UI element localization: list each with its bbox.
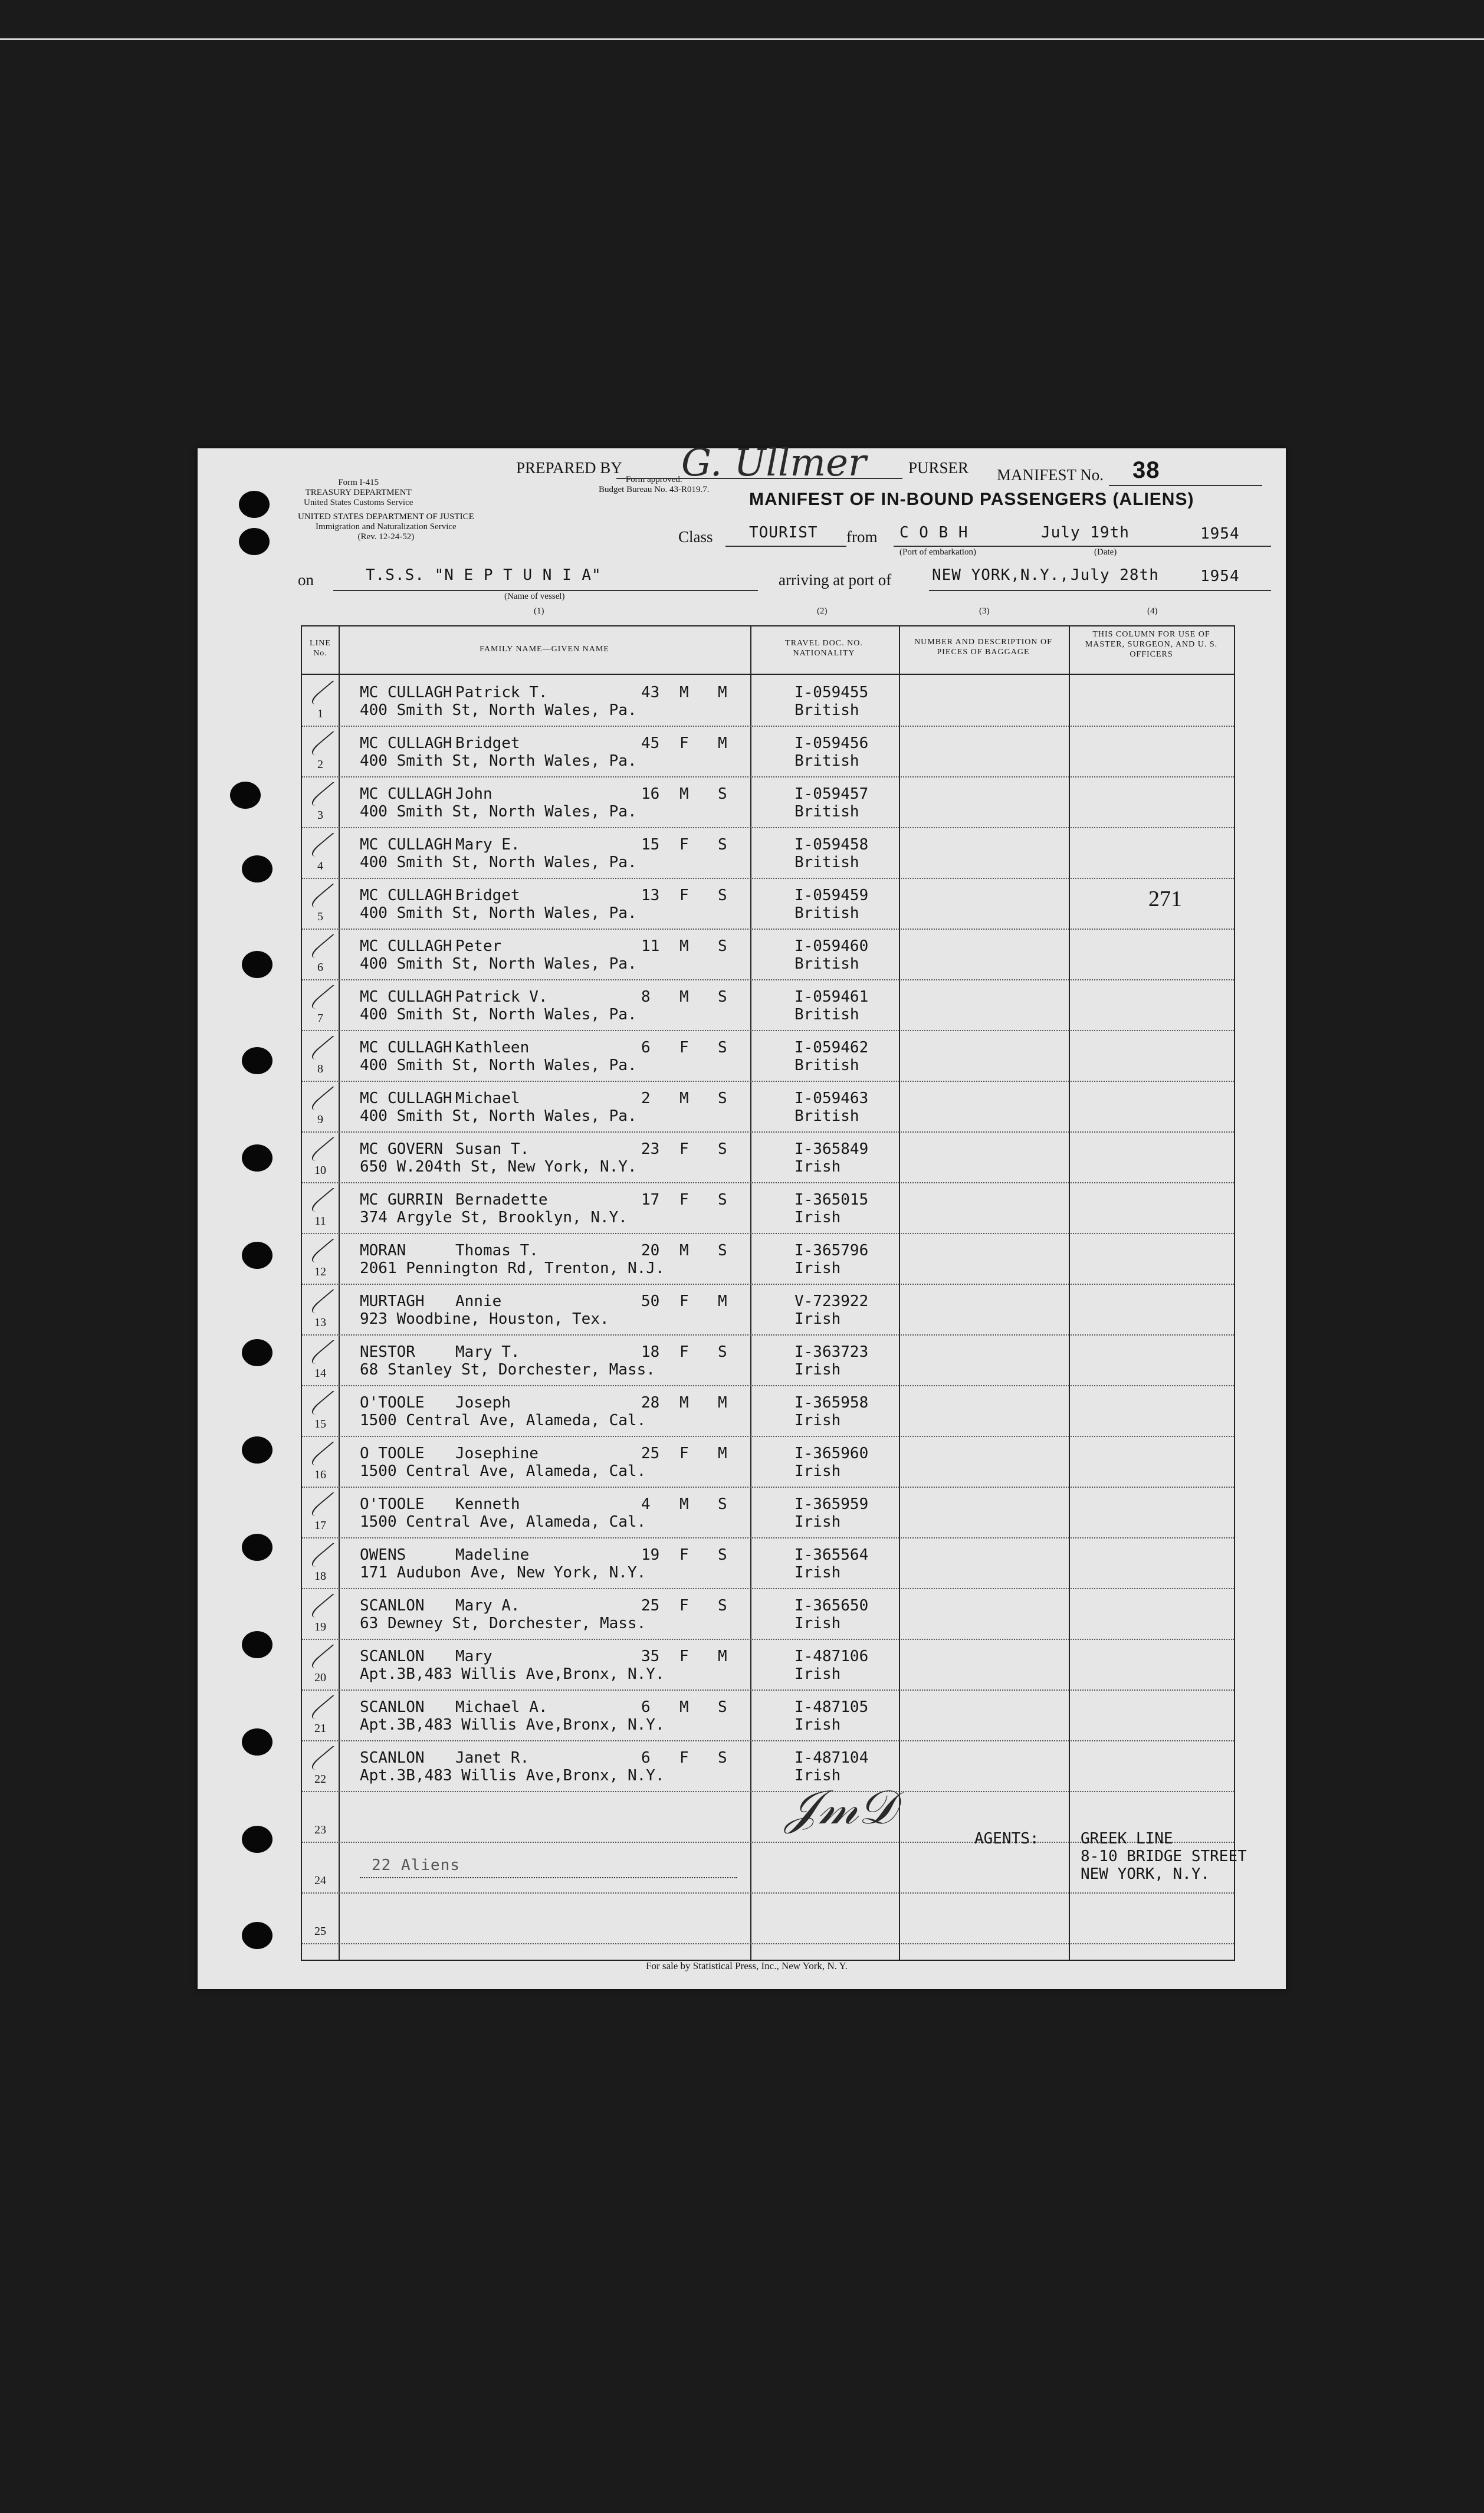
marital-status: S [718, 1698, 727, 1716]
family-name: SCANLON [360, 1648, 425, 1665]
nationality: Irish [794, 1209, 841, 1226]
age: 17 [641, 1191, 660, 1209]
sex: F [679, 1648, 689, 1665]
given-name: John [455, 785, 493, 803]
marital-status: S [718, 937, 727, 955]
purser-label: PURSER [908, 459, 969, 477]
vessel-name: T.S.S. "N E P T U N I A" [366, 566, 602, 584]
marital-status: S [718, 1191, 727, 1209]
binder-hole [242, 1242, 272, 1269]
age: 18 [641, 1343, 660, 1361]
marital-status: S [718, 1495, 727, 1513]
line-number: 21 [314, 1722, 326, 1735]
address: 400 Smith St, North Wales, Pa. [360, 955, 637, 973]
marital-status: S [718, 1343, 727, 1361]
sex: M [679, 1242, 689, 1259]
given-name: Patrick T. [455, 684, 548, 701]
line-number: 19 [314, 1620, 326, 1633]
table-row [302, 1385, 1234, 1437]
address: 400 Smith St, North Wales, Pa. [360, 1057, 637, 1074]
manifest-page [198, 441, 1286, 1989]
marital-status: S [718, 785, 727, 803]
sex: M [679, 785, 689, 803]
line-number: 15 [314, 1418, 326, 1431]
binder-hole [242, 1922, 272, 1949]
age: 6 [641, 1039, 651, 1057]
binder-hole [242, 1728, 272, 1756]
sex: M [679, 684, 689, 701]
manifest-no-label: MANIFEST No. [997, 466, 1104, 484]
binder-hole [239, 491, 270, 518]
age: 45 [641, 734, 660, 752]
sex: F [679, 836, 689, 854]
nationality: Irish [794, 1615, 841, 1632]
address: Apt.3B,483 Willis Ave,Bronx, N.Y. [360, 1767, 665, 1784]
given-name: Patrick V. [455, 988, 548, 1006]
family-name: NESTOR [360, 1343, 415, 1361]
nationality: Irish [794, 1259, 841, 1277]
sex: M [679, 1495, 689, 1513]
travel-doc-number: I-365960 [794, 1445, 869, 1462]
scan-border-line [0, 38, 1484, 40]
col-header-line: LINE No. [310, 639, 331, 658]
travel-doc-number: I-487104 [794, 1749, 869, 1767]
purser-signature: G. Ullmer [681, 441, 866, 485]
line-number: 17 [314, 1519, 326, 1532]
family-name: MURTAGH [360, 1292, 425, 1310]
marital-status: M [718, 1648, 727, 1665]
marital-status: M [718, 1292, 727, 1310]
travel-doc-number: I-059460 [794, 937, 869, 955]
marital-status: S [718, 1090, 727, 1107]
line-number: 24 [314, 1874, 326, 1887]
nationality: British [794, 1107, 859, 1125]
address: 1500 Central Ave, Alameda, Cal. [360, 1462, 646, 1480]
given-name: Susan T. [455, 1140, 530, 1158]
address: 400 Smith St, North Wales, Pa. [360, 752, 637, 770]
sex: F [679, 1546, 689, 1564]
line-number: 23 [314, 1823, 326, 1836]
travel-doc-number: I-059455 [794, 684, 869, 701]
family-name: MC CULLAGH [360, 937, 452, 955]
line-number: 16 [314, 1468, 326, 1481]
line-number: 4 [317, 859, 323, 872]
given-name: Annie [455, 1292, 502, 1310]
nationality: British [794, 955, 859, 973]
nationality: Irish [794, 1716, 841, 1734]
line-number: 22 [314, 1773, 326, 1786]
table-row [302, 1436, 1234, 1488]
col-header-doc: TRAVEL DOC. NO. NATIONALITY [785, 639, 863, 658]
travel-doc-number: I-059458 [794, 836, 869, 854]
binder-hole [242, 1436, 272, 1464]
marital-status: S [718, 887, 727, 904]
sex: F [679, 1140, 689, 1158]
family-name: O'TOOLE [360, 1394, 425, 1412]
nationality: Irish [794, 1412, 841, 1429]
sex: F [679, 1749, 689, 1767]
total-line [360, 1877, 737, 1878]
table-row [302, 1334, 1234, 1386]
line-number: 11 [314, 1215, 326, 1228]
sex: M [679, 988, 689, 1006]
age: 11 [641, 937, 660, 955]
age: 8 [641, 988, 651, 1006]
arrival-line [929, 590, 1271, 591]
travel-doc-number: I-365650 [794, 1597, 869, 1615]
sex: F [679, 1191, 689, 1209]
family-name: MORAN [360, 1242, 406, 1259]
table-row [302, 1740, 1234, 1792]
line-number: 9 [317, 1113, 323, 1126]
sex: M [679, 1394, 689, 1412]
line-number: 5 [317, 910, 323, 923]
officer-note: 271 [1148, 887, 1182, 911]
travel-doc-number: I-059461 [794, 988, 869, 1006]
given-name: Mary [455, 1648, 493, 1665]
family-name: MC CULLAGH [360, 684, 452, 701]
address: 400 Smith St, North Wales, Pa. [360, 1107, 637, 1125]
binder-hole [239, 528, 270, 555]
nationality: Irish [794, 1361, 841, 1379]
nationality: British [794, 1006, 859, 1023]
line-number: 25 [314, 1925, 326, 1938]
binder-hole [242, 1144, 272, 1172]
family-name: MC GOVERN [360, 1140, 443, 1158]
nationality: Irish [794, 1513, 841, 1531]
address: 1500 Central Ave, Alameda, Cal. [360, 1412, 646, 1429]
age: 23 [641, 1140, 660, 1158]
travel-doc-number: I-059456 [794, 734, 869, 752]
prepared-by-label: PREPARED BY [516, 459, 622, 477]
sex: F [679, 1039, 689, 1057]
travel-doc-number: I-365959 [794, 1495, 869, 1513]
table-row [302, 726, 1234, 777]
line-number: 6 [317, 961, 323, 974]
line-number: 8 [317, 1062, 323, 1075]
line-number: 3 [317, 809, 323, 822]
nationality: British [794, 701, 859, 719]
line-number: 12 [314, 1265, 326, 1278]
class-line [725, 546, 846, 547]
family-name: MC CULLAGH [360, 1039, 452, 1057]
nationality: British [794, 752, 859, 770]
binder-hole [242, 1534, 272, 1561]
age: 25 [641, 1445, 660, 1462]
family-name: MC CULLAGH [360, 887, 452, 904]
address: 400 Smith St, North Wales, Pa. [360, 854, 637, 871]
col-num-2: (2) [817, 606, 828, 616]
age: 28 [641, 1394, 660, 1412]
travel-doc-number: V-723922 [794, 1292, 869, 1310]
manifest-no-line [1109, 485, 1262, 486]
address: 400 Smith St, North Wales, Pa. [360, 803, 637, 821]
embark-port: C O B H [899, 524, 968, 542]
on-label: on [298, 571, 314, 589]
family-name: MC CULLAGH [360, 988, 452, 1006]
address: 400 Smith St, North Wales, Pa. [360, 701, 637, 719]
table-row [302, 827, 1234, 879]
age: 6 [641, 1749, 651, 1767]
given-name: Thomas T. [455, 1242, 539, 1259]
officer-signature: 𝒥𝓂𝒟 [786, 1780, 896, 1835]
family-name: MC CULLAGH [360, 785, 452, 803]
table-row [302, 1892, 1234, 1944]
address: 650 W.204th St, New York, N.Y. [360, 1158, 637, 1176]
agents-label: AGENTS: [974, 1830, 1039, 1848]
marital-status: M [718, 1445, 727, 1462]
nationality: British [794, 803, 859, 821]
table-row [302, 1639, 1234, 1691]
table-row [302, 1182, 1234, 1234]
arriving-label: arriving at port of [779, 571, 892, 589]
marital-status: S [718, 1039, 727, 1057]
family-name: O'TOOLE [360, 1495, 425, 1513]
col-header-officers: THIS COLUMN FOR USE OF MASTER, SURGEON, AND U. S. OFFICERS [1085, 630, 1218, 659]
given-name: Madeline [455, 1546, 530, 1564]
age: 4 [641, 1495, 651, 1513]
binder-hole [242, 951, 272, 978]
col-num-4: (4) [1147, 606, 1158, 616]
age: 2 [641, 1090, 651, 1107]
nationality: Irish [794, 1310, 841, 1328]
arrival-port: NEW YORK,N.Y., [932, 566, 1070, 584]
binder-hole [242, 1339, 272, 1366]
sex: F [679, 1597, 689, 1615]
table-row [302, 929, 1234, 980]
address: 171 Audubon Ave, New York, N.Y. [360, 1564, 646, 1582]
marital-status: S [718, 988, 727, 1006]
table-row [302, 1537, 1234, 1589]
nationality: British [794, 904, 859, 922]
family-name: MC CULLAGH [360, 836, 452, 854]
travel-doc-number: I-365849 [794, 1140, 869, 1158]
col-num-3: (3) [979, 606, 990, 616]
given-name: Bernadette [455, 1191, 548, 1209]
table-row [302, 1689, 1234, 1741]
travel-doc-number: I-365564 [794, 1546, 869, 1564]
sex: F [679, 1292, 689, 1310]
age: 6 [641, 1698, 651, 1716]
travel-doc-number: I-365796 [794, 1242, 869, 1259]
nationality: British [794, 1057, 859, 1074]
col-num-1: (1) [534, 606, 544, 616]
nationality: Irish [794, 1665, 841, 1683]
agents-line-1: GREEK LINE [1081, 1830, 1173, 1848]
family-name: MC GURRIN [360, 1191, 443, 1209]
form-id-block: Form I-415 TREASURY DEPARTMENT United States Customs Service [304, 478, 413, 507]
line-number: 1 [317, 707, 323, 720]
marital-status: S [718, 1242, 727, 1259]
sex: M [679, 1090, 689, 1107]
vessel-note: (Name of vessel) [504, 592, 565, 601]
form-dept-block: UNITED STATES DEPARTMENT OF JUSTICE Immigration and Naturalization Service (Rev. 12-24-52) [298, 512, 474, 542]
address: 400 Smith St, North Wales, Pa. [360, 1006, 637, 1023]
vessel-line [333, 590, 758, 591]
line-number: 13 [314, 1316, 326, 1329]
printer-footer: For sale by Statistical Press, Inc., New York, N. Y. [646, 1960, 848, 1971]
sex: F [679, 1343, 689, 1361]
age: 43 [641, 684, 660, 701]
given-name: Mary A. [455, 1597, 520, 1615]
binder-hole [230, 782, 261, 809]
agents-line-2: 8-10 BRIDGE STREET [1081, 1848, 1247, 1865]
given-name: Mary E. [455, 836, 520, 854]
address: 400 Smith St, North Wales, Pa. [360, 904, 637, 922]
age: 16 [641, 785, 660, 803]
arrival-year: 1954 [1200, 567, 1240, 585]
from-label: from [846, 528, 878, 546]
marital-status: M [718, 734, 727, 752]
sex: M [679, 1698, 689, 1716]
address: Apt.3B,483 Willis Ave,Bronx, N.Y. [360, 1716, 665, 1734]
sex: F [679, 887, 689, 904]
address: 374 Argyle St, Brooklyn, N.Y. [360, 1209, 628, 1226]
embark-year: 1954 [1200, 525, 1240, 543]
family-name: SCANLON [360, 1597, 425, 1615]
table-row [302, 1030, 1234, 1082]
class-label: Class [678, 528, 713, 546]
line-number: 10 [314, 1164, 326, 1177]
age: 20 [641, 1242, 660, 1259]
table-row [302, 1487, 1234, 1538]
col-header-baggage: NUMBER AND DESCRIPTION OF PIECES OF BAGGAGE [914, 638, 1052, 657]
address: 68 Stanley St, Dorchester, Mass. [360, 1361, 655, 1379]
marital-status: S [718, 1597, 727, 1615]
travel-doc-number: I-365958 [794, 1394, 869, 1412]
table-row [302, 1131, 1234, 1183]
passenger-table [301, 625, 1247, 1961]
travel-doc-number: I-059462 [794, 1039, 869, 1057]
marital-status: M [718, 684, 727, 701]
line-number: 2 [317, 758, 323, 771]
address: 2061 Pennington Rd, Trenton, N.J. [360, 1259, 665, 1277]
table-row [302, 878, 1234, 930]
arrival-date: July 28th [1071, 566, 1159, 584]
travel-doc-number: I-487105 [794, 1698, 869, 1716]
family-name: OWENS [360, 1546, 406, 1564]
table-row [302, 1588, 1234, 1640]
marital-status: S [718, 1546, 727, 1564]
table-row [302, 1284, 1234, 1336]
age: 13 [641, 887, 660, 904]
agents-line-3: NEW YORK, N.Y. [1081, 1865, 1210, 1883]
family-name: MC CULLAGH [360, 1090, 452, 1107]
line-number: 7 [317, 1012, 323, 1025]
marital-status: S [718, 1749, 727, 1767]
age: 15 [641, 836, 660, 854]
binder-hole [242, 1826, 272, 1853]
from-line [894, 546, 1271, 547]
marital-status: S [718, 836, 727, 854]
table-row [302, 776, 1234, 828]
given-name: Bridget [455, 734, 520, 752]
marital-status: M [718, 1394, 727, 1412]
class-value: TOURIST [749, 524, 818, 542]
nationality: Irish [794, 1564, 841, 1582]
age: 19 [641, 1546, 660, 1564]
table-row [302, 1233, 1234, 1285]
family-name: SCANLON [360, 1698, 425, 1716]
travel-doc-number: I-059457 [794, 785, 869, 803]
col-header-name: FAMILY NAME—GIVEN NAME [480, 645, 609, 654]
sex: M [679, 937, 689, 955]
travel-doc-number: I-059463 [794, 1090, 869, 1107]
given-name: Peter [455, 937, 502, 955]
nationality: Irish [794, 1158, 841, 1176]
binder-hole [242, 1631, 272, 1658]
sex: F [679, 1445, 689, 1462]
binder-hole [242, 855, 272, 882]
address: Apt.3B,483 Willis Ave,Bronx, N.Y. [360, 1665, 665, 1683]
address: 1500 Central Ave, Alameda, Cal. [360, 1513, 646, 1531]
age: 35 [641, 1648, 660, 1665]
age: 50 [641, 1292, 660, 1310]
given-name: Josephine [455, 1445, 539, 1462]
travel-doc-number: I-487106 [794, 1648, 869, 1665]
line-number: 20 [314, 1671, 326, 1684]
given-name: Kenneth [455, 1495, 520, 1513]
travel-doc-number: I-363723 [794, 1343, 869, 1361]
family-name: O TOOLE [360, 1445, 425, 1462]
port-note: (Port of embarkation) [899, 547, 976, 557]
given-name: Janet R. [455, 1749, 530, 1767]
date-note: (Date) [1094, 547, 1117, 557]
given-name: Joseph [455, 1394, 511, 1412]
nationality: Irish [794, 1767, 841, 1784]
table-row [302, 1081, 1234, 1133]
family-name: SCANLON [360, 1749, 425, 1767]
table-row [302, 979, 1234, 1031]
binder-hole [242, 1047, 272, 1074]
form-approval: Form approved. Budget Bureau No. 43-R019.7. [599, 475, 710, 494]
given-name: Michael A. [455, 1698, 548, 1716]
sex: F [679, 734, 689, 752]
table-row [302, 675, 1234, 727]
address: 923 Woodbine, Houston, Tex. [360, 1310, 609, 1328]
given-name: Mary T. [455, 1343, 520, 1361]
nationality: Irish [794, 1462, 841, 1480]
travel-doc-number: I-059459 [794, 887, 869, 904]
address: 63 Dewney St, Dorchester, Mass. [360, 1615, 646, 1632]
line-number: 18 [314, 1570, 326, 1583]
family-name: MC CULLAGH [360, 734, 452, 752]
given-name: Bridget [455, 887, 520, 904]
given-name: Kathleen [455, 1039, 530, 1057]
manifest-title: MANIFEST OF IN-BOUND PASSENGERS (ALIENS) [749, 490, 1194, 509]
travel-doc-number: I-365015 [794, 1191, 869, 1209]
marital-status: S [718, 1140, 727, 1158]
manifest-no: 38 [1132, 457, 1160, 483]
embark-date: July 19th [1041, 524, 1130, 542]
line-number: 14 [314, 1367, 326, 1380]
given-name: Michael [455, 1090, 520, 1107]
nationality: British [794, 854, 859, 871]
total-aliens: 22 Aliens [372, 1856, 460, 1874]
age: 25 [641, 1597, 660, 1615]
